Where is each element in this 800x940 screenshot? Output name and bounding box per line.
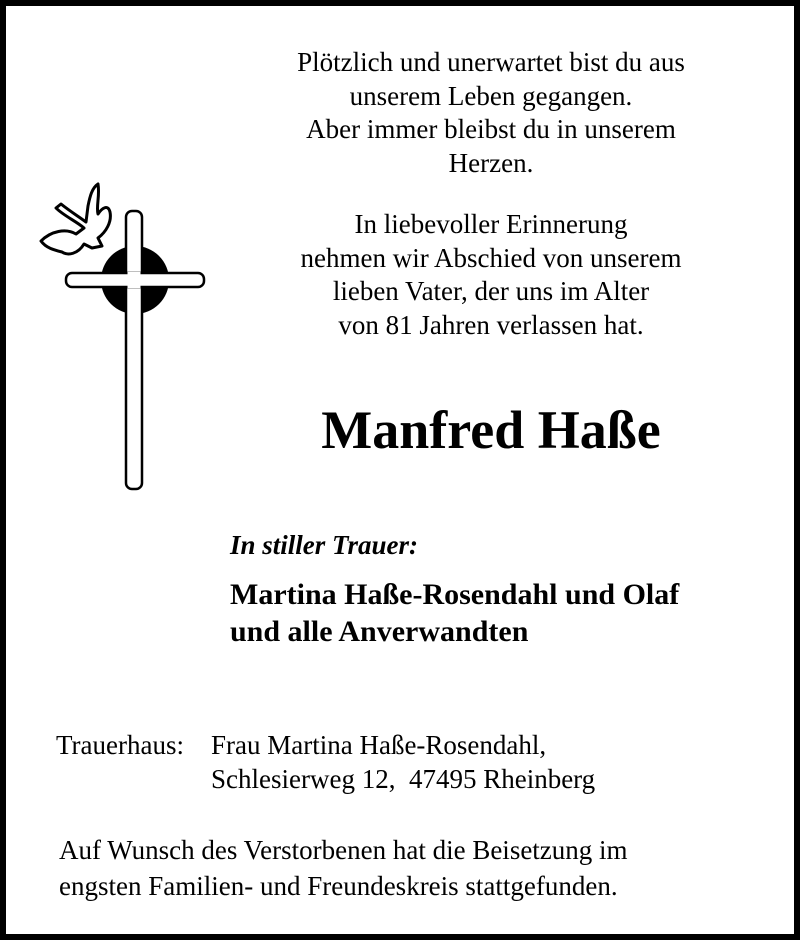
cross-icon <box>66 211 204 489</box>
funeral-note <box>59 832 628 904</box>
verse <box>236 46 746 180</box>
house-label: Trauerhaus: <box>56 730 184 760</box>
memory-line: von 81 Jahren verlassen hat. <box>338 309 644 340</box>
house-line: Frau Martina Haße-Rosendahl, <box>211 730 547 760</box>
cross-with-dove-emblem <box>26 176 226 496</box>
memory-line: nehmen wir Abschied von unserem <box>300 242 682 273</box>
dove-icon <box>41 184 110 254</box>
mourning-label: In stiller Trauer: <box>230 530 419 560</box>
verse-line: Herzen. <box>448 147 534 178</box>
note-line: Auf Wunsch des Verstorbenen hat die Beisetzung im <box>59 835 628 865</box>
mourners-line: Martina Haße-Rosendahl und Olaf <box>230 578 680 611</box>
verse-line: unserem Leben gegangen. <box>349 80 633 111</box>
memory-line: In liebevoller Erinnerung <box>354 209 628 239</box>
memory-text <box>236 208 746 342</box>
memory-line: lieben Vater, der uns im Alter <box>332 276 650 306</box>
mourners-line: und alle Anverwandten <box>230 615 529 648</box>
house-line: Schlesierweg 12, 47495 Rheinberg <box>211 764 596 794</box>
note-line: engsten Familien- und Freundeskreis stattgefunden. <box>59 871 618 901</box>
deceased-name: Manfred Haße <box>321 400 661 460</box>
verse-line: Aber immer bleibst du in unserem <box>306 114 676 144</box>
mourning-house <box>56 728 595 796</box>
mourners <box>230 576 679 650</box>
verse-line: Plötzlich und unerwartet bist du aus <box>297 47 685 77</box>
